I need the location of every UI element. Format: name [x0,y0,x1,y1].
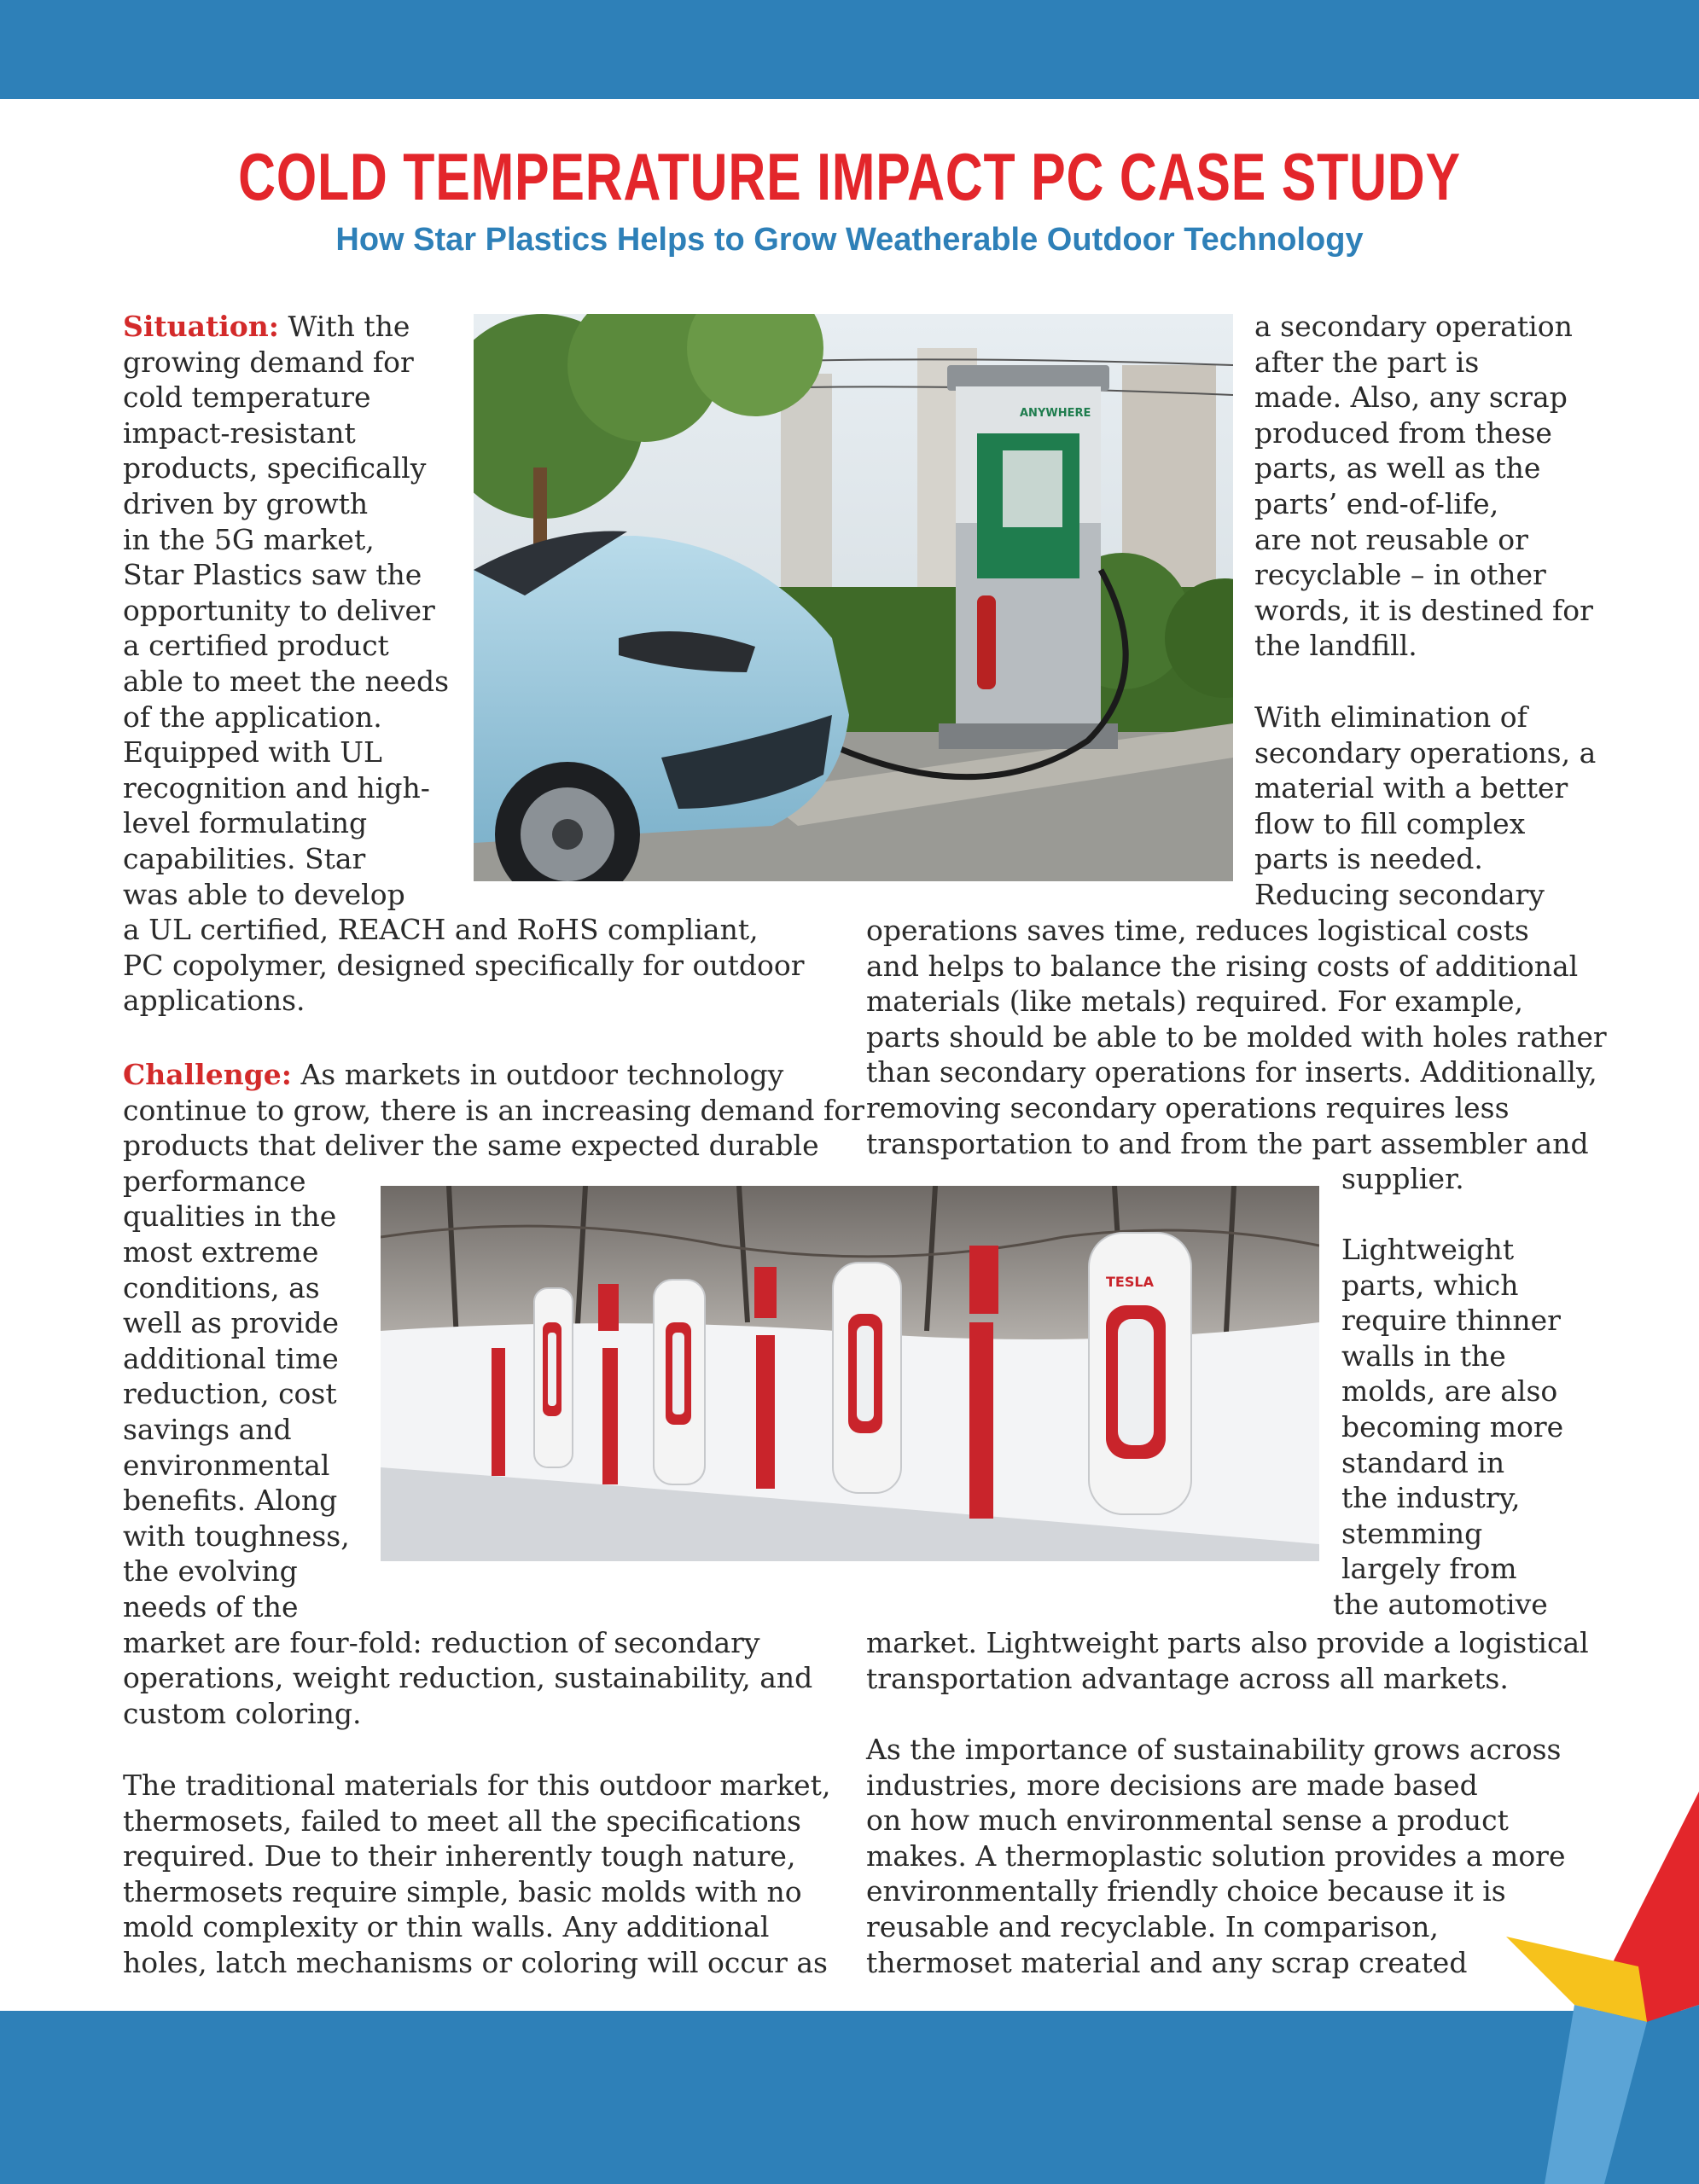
sustainability-line: makes. A thermoplastic solution provides a more [866,1838,1566,1873]
top-band [0,0,1699,99]
lightweight-line: require thinner [1341,1304,1561,1338]
right-top-line: are not reusable or [1254,522,1528,556]
lightweight-line: molds, are also [1341,1374,1558,1409]
situation-line: cold temperature [123,380,371,415]
page-subtitle: How Star Plastics Helps to Grow Weatherable Outdoor Technology [335,222,1364,258]
secondary-operation-paragraph [1254,309,1593,664]
traditional-line: required. Due to their inherently tough nature, [123,1839,796,1873]
elimination-line: parts is needed. [1254,842,1483,876]
sustainability-line: As the importance of sustainability grows across [866,1733,1562,1766]
situation-line: Star Plastics saw the [123,558,422,592]
situation-line: a UL certified, REACH and RoHS compliant, [123,913,759,947]
challenge-line: most extreme [123,1234,319,1269]
right-top-line: parts, as well as the [1254,451,1541,485]
lightweight-line: stemming [1341,1516,1483,1550]
situation-line: impact-resistant [123,415,356,450]
challenge-line: conditions, as [123,1270,320,1304]
situation-line: opportunity to deliver [123,593,435,627]
challenge-lead: Challenge: [123,1058,292,1091]
challenge-line: with toughness, [123,1519,350,1553]
challenge-line: reduction, cost [123,1377,337,1411]
situation-line: of the application. [123,700,382,734]
lightweight-line: Lightweight [1341,1233,1515,1266]
elimination-line: materials (like metals) required. For example, [866,985,1524,1019]
sustainability-line: thermoset material and any scrap created [866,1945,1468,1979]
lightweight-line: parts, which [1341,1268,1519,1302]
elimination-paragraph-narrow [1254,700,1596,913]
traditional-paragraph [123,1768,830,1981]
challenge-line: performance [123,1164,306,1198]
situation-line: Equipped with UL [123,735,382,770]
situation-line: recognition and high- [123,770,430,804]
elimination-line: operations saves time, reduces logistical costs [866,914,1529,947]
elimination-line: than secondary operations for inserts. Additionally, [866,1055,1597,1089]
situation-line: driven by growth [123,486,369,520]
elimination-paragraph-wide [866,913,1607,1161]
situation-line: PC copolymer, designed specifically for outdoor [123,948,805,982]
challenge-line: qualities in the [123,1199,337,1234]
situation-line: applications. [123,984,305,1018]
lightweight-line: the automotive [1333,1587,1548,1621]
elimination-line: With elimination of [1254,700,1527,734]
challenge-line: additional time [123,1341,339,1375]
right-top-line: parts’ end-of-life, [1254,486,1499,520]
traditional-line: The traditional materials for this outdoor market, [123,1769,831,1802]
situation-line: a certified product [123,629,389,663]
traditional-line: holes, latch mechanisms or coloring will occur as [123,1945,828,1979]
situation-line: Situation: With the [123,310,410,343]
challenge-line: savings and [123,1412,292,1446]
traditional-line: mold complexity or thin walls. Any additional [123,1910,770,1944]
elimination-line: supplier. [1341,1162,1464,1195]
sustainability-line: industries, more decisions are made based [866,1768,1478,1802]
challenge-line: continue to grow, there is an increasing demand for [123,1093,864,1127]
situation-line: was able to develop [123,877,405,911]
lightweight-line: transportation advantage across all markets. [866,1661,1509,1695]
traditional-line: thermosets, failed to meet all the specifications [123,1804,801,1838]
sustainability-line: environmentally friendly choice because it is [866,1874,1506,1908]
star-logo-icon [1493,1792,1699,2184]
lightweight-paragraph-narrow [1333,1232,1564,1623]
elimination-line: parts should be able to be molded with holes rather [866,1019,1607,1054]
right-top-line: after the part is [1254,345,1480,379]
lightweight-paragraph-wide [866,1625,1589,1696]
elimination-line: material with a better [1254,771,1568,805]
lightweight-line: market. Lightweight parts also provide a logistical [866,1626,1589,1659]
bottom-band [0,2011,1699,2184]
challenge-line: the evolving [123,1554,298,1589]
right-top-line: recyclable – in other [1254,558,1546,592]
page-title: COLD TEMPERATURE IMPACT PC CASE STUDY [238,139,1461,214]
lightweight-line: largely from [1341,1552,1517,1586]
situation-lead: Situation: [123,310,279,343]
situation-line: growing demand for [123,345,414,379]
right-top-line: words, it is destined for [1254,593,1593,627]
situation-line: level formulating [123,806,368,840]
station-brand-text: ANYWHERE [1020,407,1091,420]
challenge-line: environmental [123,1448,330,1482]
snowy-superchargers-illustration [381,1186,1319,1561]
elimination-line: transportation to and from the part assembler and [866,1126,1589,1160]
lightweight-line: becoming more [1341,1409,1564,1443]
lightweight-line: standard in [1341,1445,1505,1479]
challenge-line: custom coloring. [123,1696,362,1730]
right-top-line: produced from these [1254,415,1552,450]
situation-line: capabilities. Star [123,841,366,875]
challenge-line: products that deliver the same expected durable [123,1129,819,1163]
snowy-superchargers-photo [381,1186,1319,1561]
elimination-line: removing secondary operations requires less [866,1090,1510,1124]
sustainability-paragraph [866,1732,1566,1980]
challenge-line: benefits. Along [123,1484,338,1518]
right-top-line: a secondary operation [1254,310,1573,343]
traditional-line: thermosets require simple, basic molds with no [123,1874,802,1908]
right-top-line: the landfill. [1254,629,1417,663]
tesla-label-text: TESLA [1106,1274,1154,1290]
lightweight-line: walls in the [1341,1339,1506,1373]
challenge-line: Challenge: As markets in outdoor technology [123,1058,784,1091]
sustainability-line: on how much environmental sense a product [866,1804,1509,1838]
elimination-line: secondary operations, a [1254,735,1597,770]
challenge-line: operations, weight reduction, sustainability, and [123,1661,813,1695]
right-top-line: made. Also, any scrap [1254,380,1568,415]
challenge-line: market are four-fold: reduction of secondary [123,1625,760,1659]
situation-line: products, specifically [123,451,427,485]
ev-charging-station-illustration [474,314,1233,881]
ev-charging-station-photo [474,314,1233,881]
sustainability-line: reusable and recyclable. In comparison, [866,1909,1439,1943]
situation-line: in the 5G market, [123,522,375,556]
elimination-paragraph-end [1341,1161,1464,1197]
elimination-line: and helps to balance the rising costs of additional [866,949,1579,983]
elimination-line: Reducing secondary [1254,877,1545,911]
elimination-line: flow to fill complex [1254,806,1526,840]
situation-line: able to meet the needs [123,664,449,698]
challenge-line: needs of the [123,1589,299,1623]
lightweight-line: the industry, [1341,1481,1521,1515]
challenge-line: well as provide [123,1306,340,1340]
